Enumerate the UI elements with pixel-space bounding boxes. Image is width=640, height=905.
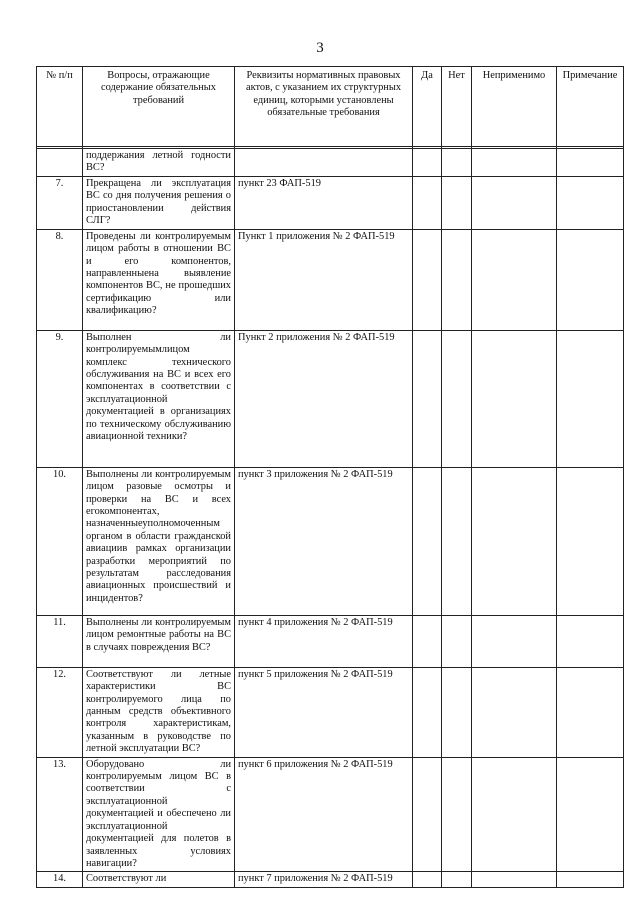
row-question: Соответствуют ли летные характеристики ВС контролируемого лица по данным средств объективного контроля характеристикам, указанным в руководстве по летной эксплуатации ВС?	[83, 667, 235, 757]
row-question: Прекращена ли эксплуатация ВС со дня получения решения о приостановлении действия СЛГ?	[83, 176, 235, 229]
row-num: 8.	[37, 229, 83, 330]
header-no: Нет	[442, 67, 472, 147]
table-row	[37, 615, 624, 667]
row-reference	[235, 149, 413, 177]
yes-cell[interactable]	[413, 872, 442, 887]
table-row	[37, 757, 624, 872]
yes-cell[interactable]	[413, 229, 442, 330]
row-num: 11.	[37, 615, 83, 667]
not-applicable-cell[interactable]	[472, 330, 557, 467]
note-cell[interactable]	[557, 467, 624, 615]
not-applicable-cell[interactable]	[472, 757, 557, 872]
yes-cell[interactable]	[413, 330, 442, 467]
row-reference: пункт 6 приложения № 2 ФАП-519	[235, 757, 413, 872]
note-cell[interactable]	[557, 176, 624, 229]
row-num: 13.	[37, 757, 83, 872]
row-reference: пункт 4 приложения № 2 ФАП-519	[235, 615, 413, 667]
row-reference: пункт 7 приложения № 2 ФАП-519	[235, 872, 413, 887]
table-row	[37, 176, 624, 229]
header-note: Примечание	[557, 67, 624, 147]
header-yes: Да	[413, 67, 442, 147]
row-reference: Пункт 1 приложения № 2 ФАП-519	[235, 229, 413, 330]
note-cell[interactable]	[557, 757, 624, 872]
header-question: Вопросы, отражающие содержание обязательных требований	[83, 67, 235, 147]
row-num: 12.	[37, 667, 83, 757]
table-row	[37, 667, 624, 757]
row-num: 14.	[37, 872, 83, 887]
no-cell[interactable]	[442, 667, 472, 757]
yes-cell[interactable]	[413, 615, 442, 667]
yes-cell[interactable]	[413, 176, 442, 229]
page-number: 3	[316, 40, 324, 56]
note-cell[interactable]	[557, 872, 624, 887]
table-row	[37, 467, 624, 615]
yes-cell[interactable]	[413, 149, 442, 177]
header-reference: Реквизиты нормативных правовых актов, с указанием их структурных единиц, которыми установлены обязательные требования	[235, 67, 413, 147]
row-num	[37, 149, 83, 177]
no-cell[interactable]	[442, 229, 472, 330]
note-cell[interactable]	[557, 330, 624, 467]
row-question: Выполнен ли контролируемымлицом комплекс технического обслуживания на ВС и всех его компонентах в соответствии с эксплуатационной документацией в организациях по техническому обслуживанию авиационной техники?	[83, 330, 235, 467]
row-reference: Пункт 2 приложения № 2 ФАП-519	[235, 330, 413, 467]
not-applicable-cell[interactable]	[472, 229, 557, 330]
note-cell[interactable]	[557, 229, 624, 330]
no-cell[interactable]	[442, 330, 472, 467]
note-cell[interactable]	[557, 667, 624, 757]
requirements-table	[36, 66, 624, 888]
not-applicable-cell[interactable]	[472, 149, 557, 177]
row-question: Выполнены ли контролируемым лицом ремонтные работы на ВС в случаях повреждения ВС?	[83, 615, 235, 667]
header-num: № п/п	[37, 67, 83, 147]
no-cell[interactable]	[442, 757, 472, 872]
no-cell[interactable]	[442, 615, 472, 667]
not-applicable-cell[interactable]	[472, 615, 557, 667]
not-applicable-cell[interactable]	[472, 872, 557, 887]
yes-cell[interactable]	[413, 467, 442, 615]
no-cell[interactable]	[442, 467, 472, 615]
not-applicable-cell[interactable]	[472, 467, 557, 615]
no-cell[interactable]	[442, 872, 472, 887]
table-row	[37, 149, 624, 177]
note-cell[interactable]	[557, 615, 624, 667]
table-row	[37, 229, 624, 330]
no-cell[interactable]	[442, 176, 472, 229]
row-num: 9.	[37, 330, 83, 467]
row-num: 7.	[37, 176, 83, 229]
row-question: Проведены ли контролируемым лицом работы в отношении ВС и его компонентов, направленныена выявление компонентов ВС, не прошедших сертификацию или квалификацию?	[83, 229, 235, 330]
not-applicable-cell[interactable]	[472, 667, 557, 757]
row-reference: пункт 23 ФАП-519	[235, 176, 413, 229]
note-cell[interactable]	[557, 149, 624, 177]
row-question: поддержания летной годности ВС?	[83, 149, 235, 177]
row-reference: пункт 5 приложения № 2 ФАП-519	[235, 667, 413, 757]
no-cell[interactable]	[442, 149, 472, 177]
table-row	[37, 330, 624, 467]
table-header-row	[37, 67, 624, 147]
table-row	[37, 872, 624, 887]
yes-cell[interactable]	[413, 757, 442, 872]
not-applicable-cell[interactable]	[472, 176, 557, 229]
row-question: Соответствуют ли	[83, 872, 235, 887]
yes-cell[interactable]	[413, 667, 442, 757]
row-question: Выполнены ли контролируемым лицом разовые осмотры и проверки на ВС и всех егокомпонентах, назначенныеуполномоченным органом в области гражданской авиациив рамках организации разработки мероприятий по результатам расследования авиационных происшествий и инцидентов?	[83, 467, 235, 615]
row-reference: пункт 3 приложения № 2 ФАП-519	[235, 467, 413, 615]
row-num: 10.	[37, 467, 83, 615]
row-question: Оборудовано ли контролируемым лицом ВС в соответствии с эксплуатационной документацией и обеспечено ли эксплуатационной документацией для полетов в заявленных условиях навигации?	[83, 757, 235, 872]
header-not-applicable: Неприменимо	[472, 67, 557, 147]
